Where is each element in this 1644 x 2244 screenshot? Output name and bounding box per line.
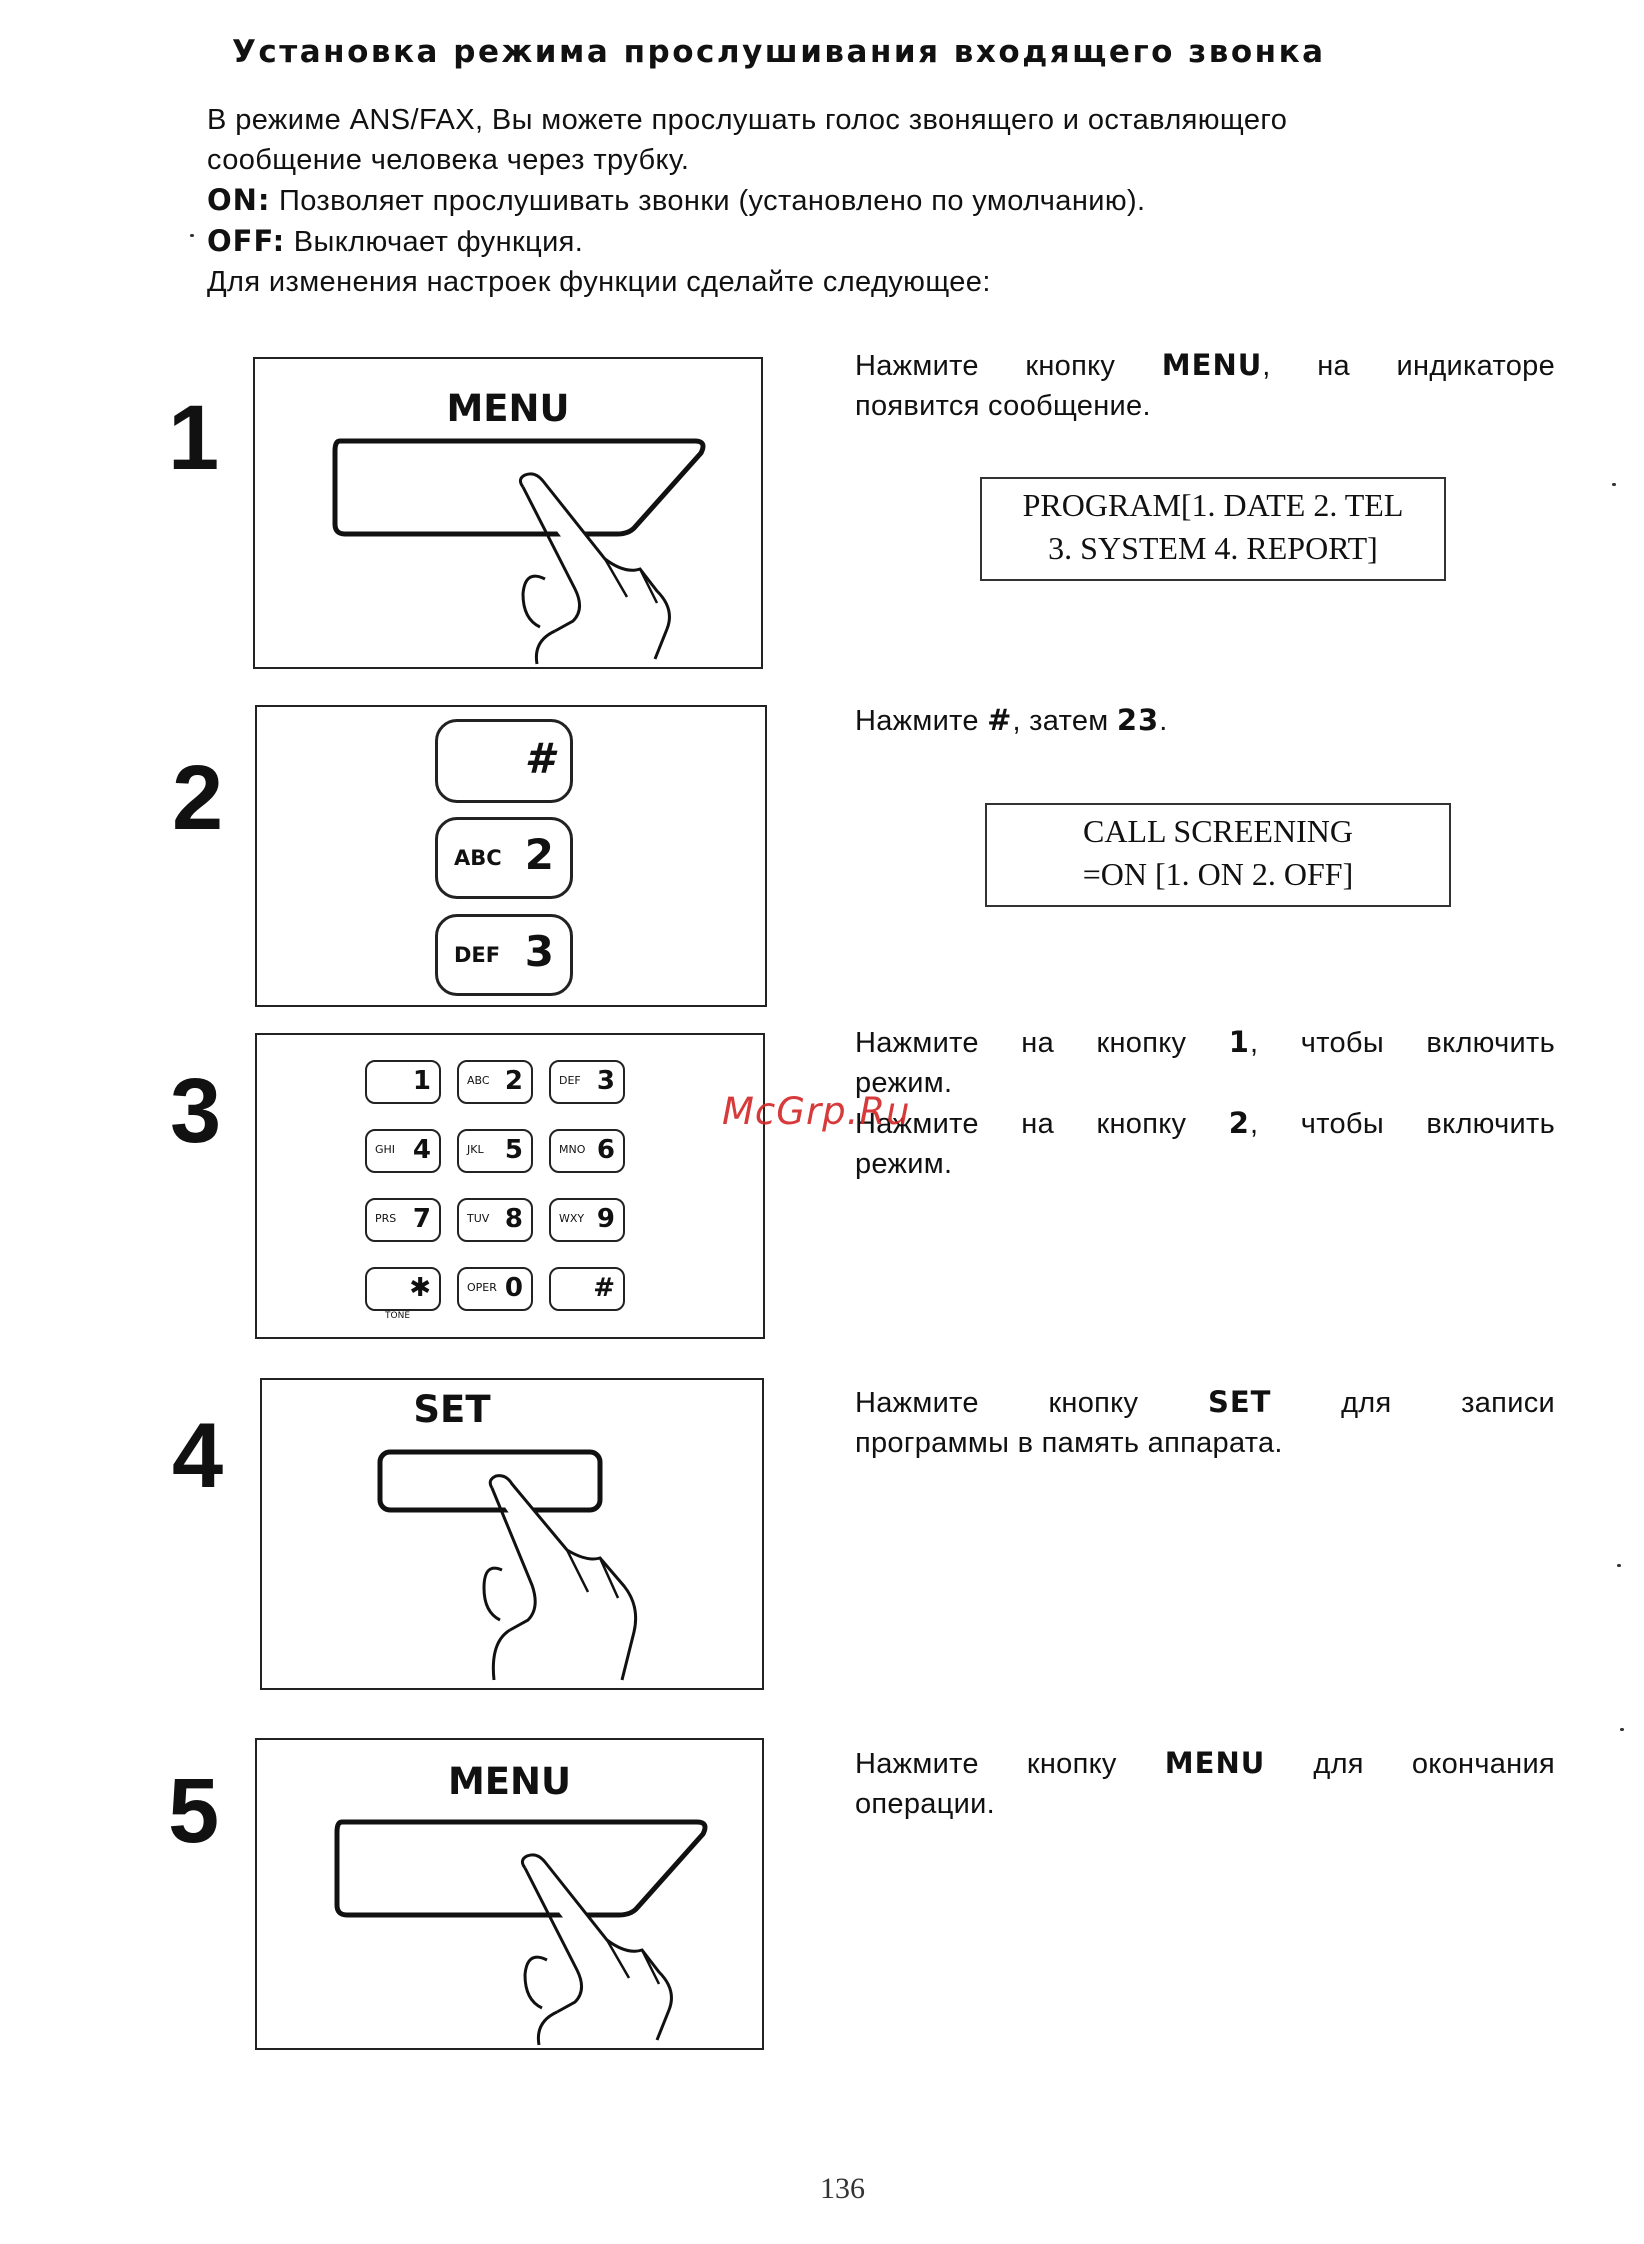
step-1-instruction: [855, 345, 1555, 426]
lcd-line: CALL SCREENING: [1083, 813, 1353, 849]
step-number: 2: [172, 747, 224, 849]
instruction-text: , на индикаторе: [1262, 350, 1556, 382]
key-letters: WXY: [559, 1212, 585, 1225]
key-digit: 1: [412, 1066, 431, 1096]
instruction-text: Нажмите на кнопку: [855, 1108, 1229, 1140]
key-digit: 4: [412, 1135, 431, 1165]
keypad-key-8-icon: [549, 1198, 625, 1242]
page-title: Установка режима прослушивания входящего звонка: [232, 34, 1326, 70]
instruction-text: , чтобы включить: [1249, 1108, 1555, 1140]
off-description: Выключает функция.: [285, 226, 584, 258]
keypad-key-1-icon: [457, 1060, 533, 1104]
step-5-illustration: [255, 1738, 764, 2050]
step-2-illustration: [255, 705, 767, 1007]
keypad-key-11-icon: [549, 1267, 625, 1311]
instruction-key: 1: [1228, 1025, 1250, 1059]
lcd-line: =ON [1. ON 2. OFF]: [1082, 856, 1354, 892]
key-letters: TUV: [467, 1212, 490, 1225]
page-number: 136: [820, 2172, 865, 2205]
key-digit: 6: [596, 1135, 615, 1165]
instruction-text: , затем: [1012, 705, 1117, 737]
off-label: OFF:: [207, 224, 286, 258]
key-letters: JKL: [467, 1143, 484, 1156]
instruction-key: MENU: [1164, 1746, 1266, 1780]
key-letters: MNO: [559, 1143, 586, 1156]
instruction-text: режим.: [855, 1148, 953, 1180]
key-letters: DEF: [559, 1074, 581, 1087]
key-digit: #: [593, 1273, 615, 1303]
key-letters: ABC: [467, 1074, 490, 1087]
instruction-text: .: [1159, 705, 1168, 737]
menu-button-press-illustration: [257, 1740, 762, 2048]
lcd-display: [980, 477, 1446, 581]
scan-speck: [1612, 483, 1616, 486]
button-caption: MENU: [446, 387, 570, 430]
instruction-text: Нажмите кнопку: [855, 1748, 1165, 1780]
key-digit: 8: [504, 1204, 523, 1234]
instruction-text: операции.: [855, 1788, 995, 1820]
key-letters: PRS: [375, 1212, 397, 1225]
instruction-text: Нажмите на кнопку: [855, 1027, 1229, 1059]
step-2-instruction: [855, 700, 1555, 741]
lcd-display: [985, 803, 1451, 907]
intro-on-line: [207, 180, 1467, 221]
key-digit: 0: [504, 1273, 523, 1303]
instruction-text: Нажмите кнопку: [855, 350, 1162, 382]
step-4-instruction: [855, 1382, 1555, 1463]
keypad-key-9-icon: [365, 1267, 441, 1311]
key-2-icon: ABC 2: [435, 817, 573, 899]
instruction-key: 23: [1116, 703, 1160, 737]
lcd-line: 3. SYSTEM 4. REPORT]: [1048, 530, 1378, 566]
on-description: Позволяет прослушивать звонки (установлено по умолчанию).: [270, 185, 1146, 217]
step-3-illustration: [255, 1033, 765, 1339]
lcd-line: PROGRAM[1. DATE 2. TEL: [1022, 487, 1404, 523]
keypad-key-0-icon: [365, 1060, 441, 1104]
instruction-text: Нажмите: [855, 705, 988, 737]
instruction-key: MENU: [1161, 348, 1263, 382]
key-digit: 2: [504, 1066, 523, 1096]
step-number: 3: [170, 1060, 222, 1162]
intro-line: Для изменения настроек функции сделайте следующее:: [207, 266, 991, 298]
step-number: 1: [168, 387, 220, 489]
keypad-key-2-icon: [549, 1060, 625, 1104]
keypad-key-7-icon: [457, 1198, 533, 1242]
intro-line: сообщение человека через трубку.: [207, 144, 690, 176]
instruction-key: #: [987, 703, 1013, 737]
keypad-key-6-icon: [365, 1198, 441, 1242]
instruction-text: программы в память аппарата.: [855, 1427, 1283, 1459]
keypad-key-10-icon: [457, 1267, 533, 1311]
step-number: 5: [168, 1760, 220, 1862]
step-3-instruction: [855, 1022, 1555, 1184]
keypad-key-4-icon: [457, 1129, 533, 1173]
instruction-text: , чтобы включить: [1249, 1027, 1555, 1059]
key-digit: 9: [596, 1204, 615, 1234]
step-5-instruction: [855, 1743, 1555, 1824]
instruction-text: для окончания: [1265, 1748, 1555, 1780]
watermark: McGrp.Ru: [722, 1090, 911, 1133]
scan-speck: [1620, 1728, 1624, 1731]
set-button-press-illustration: [262, 1380, 762, 1688]
instruction-text: Нажмите кнопку: [855, 1387, 1208, 1419]
instruction-key: SET: [1207, 1385, 1272, 1419]
hash-key-icon: #: [435, 719, 573, 803]
key-3-icon: DEF 3: [435, 914, 573, 996]
keypad-footer: TONE: [385, 1311, 411, 1321]
intro-off-line: [207, 221, 1467, 262]
key-digit: 7: [412, 1204, 431, 1234]
key-digit: ✱: [409, 1273, 431, 1303]
step-4-illustration: [260, 1378, 764, 1690]
intro-block: [207, 100, 1467, 302]
on-label: ON:: [207, 183, 271, 217]
step-1-illustration: [253, 357, 763, 669]
step-number: 4: [172, 1405, 224, 1507]
instruction-text: режим.: [855, 1067, 953, 1099]
instruction-text: появится сообщение.: [855, 390, 1151, 422]
keypad-key-3-icon: [365, 1129, 441, 1173]
scan-speck: [1617, 1564, 1621, 1567]
key-letters: OPER: [467, 1281, 497, 1294]
key-letters: GHI: [375, 1143, 396, 1156]
key-digit: 5: [504, 1135, 523, 1165]
intro-line: В режиме ANS/FAX, Вы можете прослушать голос звонящего и оставляющего: [207, 104, 1288, 136]
keypad-key-5-icon: [549, 1129, 625, 1173]
key-digit: 3: [596, 1066, 615, 1096]
menu-button-press-illustration: [255, 359, 761, 667]
instruction-text: для записи: [1271, 1387, 1555, 1419]
button-caption: SET: [413, 1388, 491, 1431]
button-caption: MENU: [447, 1760, 572, 1803]
instruction-key: 2: [1228, 1106, 1250, 1140]
scan-speck: [190, 234, 194, 237]
